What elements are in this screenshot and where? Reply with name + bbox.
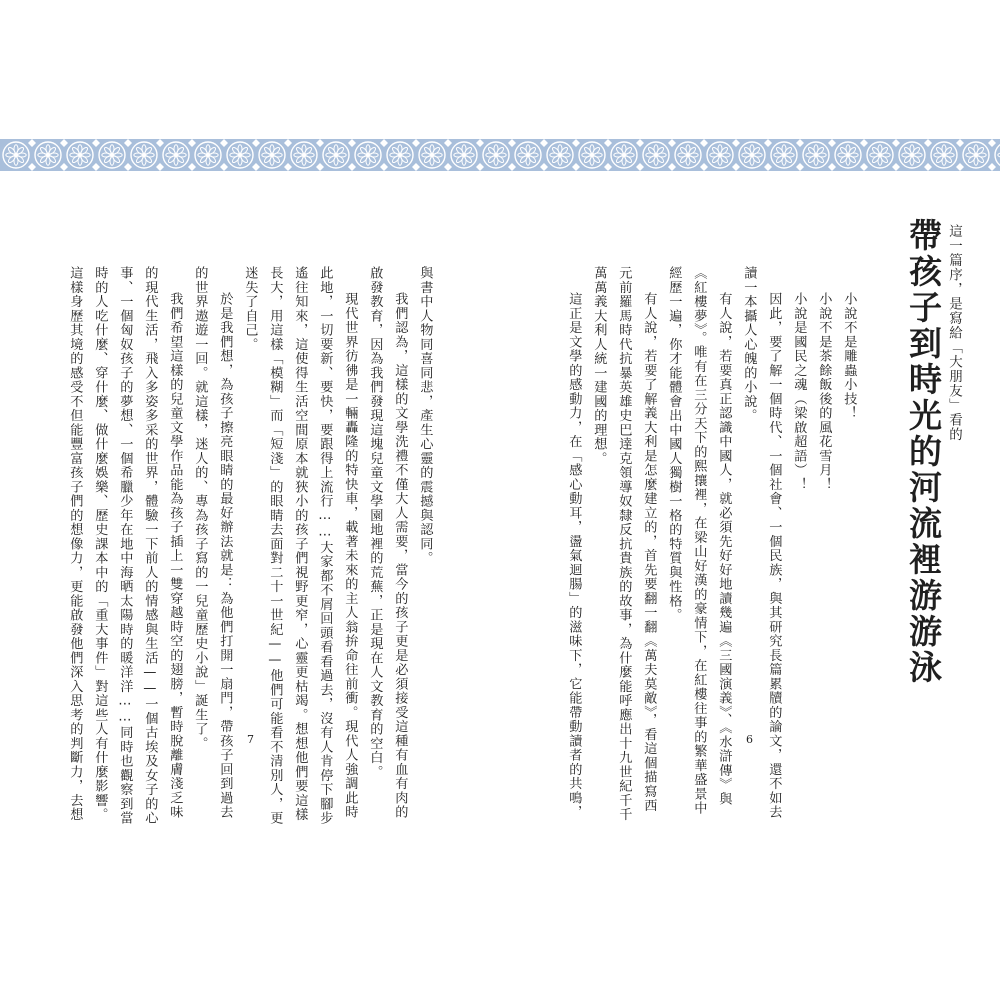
rosette-motif [419, 139, 452, 171]
text-line-l10: 的世界遨遊一回。就這樣，迷人的、專為孩子寫的一兒童歷史小說」誕生了。 [192, 266, 208, 751]
text-line-r11: 萬萬義大利人統一建國的理想。 [591, 266, 607, 466]
text-line-l7: 長大，用這樣「模糊」而「短淺」的眼睛去面對二十一世紀——他們可能看不清別人，更 [267, 266, 283, 826]
rosette-motif [67, 139, 100, 171]
lotus-pattern-graphic [0, 139, 1000, 171]
text-line-r8: 經歷一遍，你才能體會出中國人獨樹一格的特質與性格。 [666, 266, 682, 623]
rosette-motif [3, 139, 36, 171]
text-line-l15: 這樣身歷其境的感受不但能豐富孩子們的想像力，更能啟發他們深入思考的判斷力，去想 [67, 266, 83, 822]
text-line-r1: 小說不是雕蟲小技！ [841, 292, 857, 421]
rosette-motif [739, 139, 772, 171]
text-line-r12: 這正是文學的感動力，在「感心動耳，盪氣迴腸」的滋味下，它能帶動讀者的共鳴， [566, 292, 582, 820]
text-line-l2: 我們認為，這樣的文學洗禮不僅大人需要，當今的孩子更是必須接受這種有血有肉的 [392, 292, 408, 820]
rosette-motif [291, 139, 324, 171]
rosette-motif [227, 139, 260, 171]
rosette-motif [707, 139, 740, 171]
text-line-r5: 讀一本攝人心魄的小說。 [741, 266, 757, 423]
rosette-motif [355, 139, 388, 171]
text-line-l11: 我們希望這樣的兒童文學作品能為孩子插上一雙穿越時空的翅膀，暫時脫離膚淺乏味 [167, 292, 183, 820]
rosette-motif [579, 139, 612, 171]
text-line-l4: 現代世界彷彿是一輛轟隆的特快車，載著未來的主人翁拚命往前衝。現代人強調此時 [342, 292, 358, 820]
page-number-left: 7 [247, 733, 254, 746]
rosette-motif [195, 139, 228, 171]
text-line-l5: 此地，一切要新、要快，要跟得上流行……大家都不屑回頭看看過去，沒有人肯停下腳步 [317, 266, 333, 826]
text-line-r10: 元前羅馬時代抗暴英雄史巴達克領導奴隸反抗貴族的故事，為什麼能呼應出十九世紀千千 [616, 266, 632, 822]
rosette-motif [515, 139, 548, 171]
rosette-motif [259, 139, 292, 171]
page-number-right: 6 [746, 733, 753, 746]
decorative-pattern-band [0, 139, 1000, 171]
text-line-l1: 與書中人物同喜同悲，產生心靈的震撼與認同。 [417, 266, 433, 566]
rosette-motif [131, 139, 164, 171]
rosette-motif [995, 139, 1000, 171]
rosette-motif [771, 139, 804, 171]
rosette-motif [611, 139, 644, 171]
text-line-r9: 有人說，若要了解義大利是怎麼建立的，首先要翻一翻《萬夫莫敵》，看這個描寫西 [641, 292, 657, 813]
text-line-r6: 有人說，若要真正認識中國人，就必須先好好地讀幾遍《三國演義》、《水滸傳》與 [716, 292, 732, 807]
rosette-motif [963, 139, 996, 171]
text-line-r2: 小說不是茶餘飯後的風花雪月！ [816, 292, 832, 492]
text-line-l8: 迷失了自己。 [242, 266, 258, 352]
rosette-motif [387, 139, 420, 171]
text-line-l6: 遙往知來，這使得生活空間原本就狹小的孩子們視野更窄，心靈更枯竭。想想他們要這樣 [292, 266, 308, 822]
rosette-motif [451, 139, 484, 171]
rosette-motif [867, 139, 900, 171]
text-line-l12: 的現代生活，飛入多姿多采的世界，體驗一下前人的情感與生活——一個古埃及女子的心 [142, 266, 158, 826]
rosette-motif [675, 139, 708, 171]
text-line-r7: 《紅樓夢》。唯有在三分天下的熙攘裡，在梁山好漢的豪情下，在紅樓往事的繁華盛景中 [691, 266, 707, 816]
text-line-r4: 因此，要了解一個時代、一個社會、一個民族，與其研究長篇累牘的論文，還不如去 [766, 292, 782, 820]
text-line-l14: 時的人吃什麼、穿什麼、做什麼娛樂、歷史課本中的「重大事件」對這些人有什麼影響。 [92, 266, 108, 822]
rosette-motif [323, 139, 356, 171]
rosette-motif [163, 139, 196, 171]
text-line-l13: 事、一個匈奴孩子的夢想、一個希臘少年在地中海晒太陽時的暖洋洋……同時也觀察到當 [117, 266, 133, 826]
text-line-l9: 於是我們想，為孩子擦亮眼睛的最好辦法就是：為他們打開一扇門，帶孩子回到過去 [217, 292, 233, 820]
rosette-motif [99, 139, 132, 171]
rosette-motif [899, 139, 932, 171]
rosette-motif [835, 139, 868, 171]
page-title: 帶孩子到時光的河流裡游游泳 [904, 218, 943, 686]
rosette-motif [483, 139, 516, 171]
rosette-motif [35, 139, 68, 171]
text-line-l3: 啟發教育，因為我們發現這塊兒童文學園地裡的荒蕪，正是現在人文教育的空白。 [367, 266, 383, 779]
rosette-motif [803, 139, 836, 171]
text-line-r3: 小說是國民之魂（梁啟超語）！ [791, 292, 807, 492]
rosette-motif [547, 139, 580, 171]
rosette-motif [643, 139, 676, 171]
preface-subtitle: 這一篇序，是寫給「大朋友」看的 [946, 224, 962, 442]
rosette-motif [931, 139, 964, 171]
